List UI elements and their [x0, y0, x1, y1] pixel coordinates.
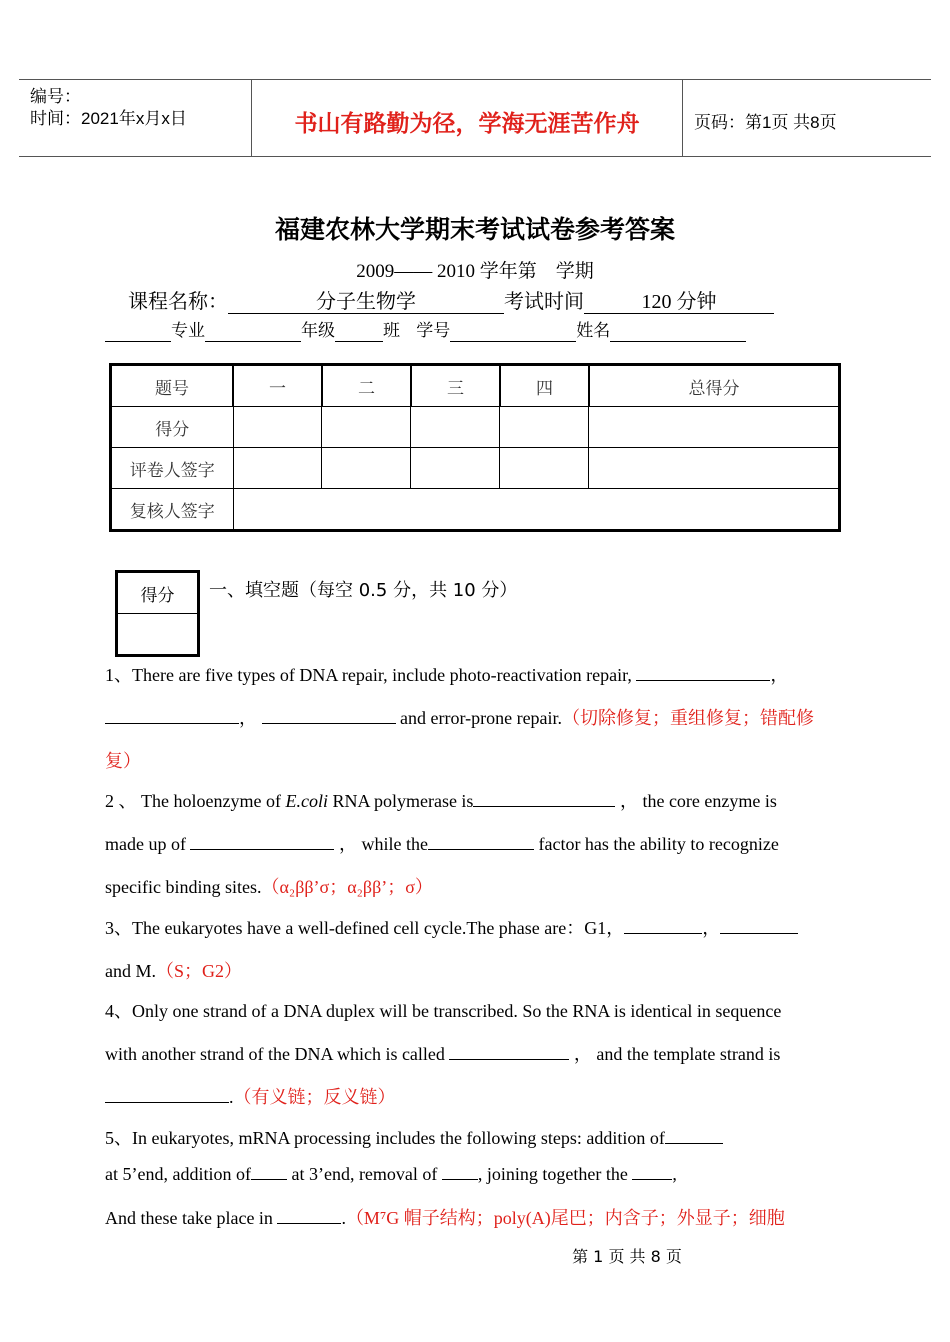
- q5-line3: [105, 1204, 846, 1230]
- score-cell[interactable]: [322, 407, 411, 448]
- q2-line2: [105, 830, 846, 856]
- score-table: [109, 363, 841, 532]
- q2-text: ， the core enzyme is: [619, 791, 777, 811]
- q2-text: 2 、 The holoenzyme of: [105, 791, 281, 811]
- section-score-label: 得分: [117, 572, 199, 614]
- class-label: 班: [383, 321, 400, 341]
- grader-row: [111, 448, 840, 489]
- score-cell[interactable]: [500, 448, 589, 489]
- reviewer-row: [111, 489, 840, 531]
- score-cell[interactable]: [233, 407, 322, 448]
- q2-blank-1[interactable]: [473, 791, 615, 807]
- score-header-cell: 题号: [111, 365, 234, 407]
- q4-line1: 4、Only one strand of a DNA duplex will be transcribed. So the RNA is identical in sequence: [105, 1001, 782, 1021]
- q3-blank-2[interactable]: [720, 918, 798, 934]
- q4-text: with another strand of the DNA which is called: [105, 1044, 445, 1064]
- q2-blank-2[interactable]: [190, 834, 334, 850]
- score-cell[interactable]: [233, 448, 322, 489]
- time-label: 时间：2021年x月x日: [30, 109, 187, 128]
- score-cell[interactable]: [411, 407, 500, 448]
- q3-sep: ，: [702, 918, 721, 938]
- q1-text: and error-prone repair.: [400, 708, 563, 728]
- score-cell[interactable]: [322, 448, 411, 489]
- section-heading: 一、填空题（每空 0.5 分，共 10 分）: [209, 580, 518, 601]
- q4-answer: （有义链；反义链）: [233, 1087, 396, 1107]
- q2-ecoli: E.coli: [285, 791, 328, 811]
- score-cell[interactable]: [411, 448, 500, 489]
- score-header-cell: 四: [500, 365, 589, 407]
- score-row: [111, 407, 840, 448]
- course-name: 分子生物学: [228, 291, 504, 314]
- q5-text: .: [341, 1208, 346, 1228]
- q5-blank-4[interactable]: [632, 1164, 672, 1180]
- q3-line2: [105, 957, 846, 983]
- q4-blank-1[interactable]: [449, 1044, 569, 1060]
- q1-answer: （切除修复；重组修复；错配修: [562, 708, 815, 728]
- name-label: 姓名: [576, 321, 611, 341]
- header-top-rule: [19, 79, 931, 80]
- course-label: 课程名称：: [128, 291, 228, 313]
- q5-line2: [105, 1164, 846, 1185]
- q5-answer: （M⁷G 帽子结构；poly(A)尾巴；内含子；外显子；细胞: [345, 1208, 785, 1228]
- header-bottom-rule: [19, 156, 931, 157]
- q1-sep: ，: [770, 665, 789, 685]
- major-blank[interactable]: [105, 322, 171, 342]
- grade-blank[interactable]: [205, 322, 301, 342]
- header-divider-2: [682, 79, 683, 157]
- q1-blank-1[interactable]: [636, 665, 770, 681]
- course-line: [128, 285, 774, 314]
- q2-answer: （α₂ββ’σ；α₂ββ’；σ）: [261, 877, 433, 897]
- major-label: 专业: [171, 321, 205, 341]
- q1-blank-3[interactable]: [262, 708, 396, 724]
- q5-text: at 5’end, addition of: [105, 1164, 251, 1184]
- q5-text: , joining together the: [477, 1164, 628, 1184]
- serial-label: 编号：: [30, 87, 81, 106]
- grade-label: 年级: [301, 321, 335, 341]
- q4-line3: [105, 1083, 846, 1109]
- q2-text: made up of: [105, 834, 186, 854]
- section-score-box: [115, 570, 200, 657]
- q1-sep: ，: [239, 708, 257, 728]
- q4-blank-2[interactable]: [105, 1087, 229, 1103]
- q3-line1: [105, 914, 846, 940]
- score-header-cell: 三: [411, 365, 500, 407]
- student-info-line: [105, 316, 746, 342]
- score-row-label: 复核人签字: [111, 489, 234, 531]
- q2-line3: [105, 873, 846, 899]
- q1-text: 1、There are five types of DNA repair, include photo-reactivation repair,: [105, 665, 632, 685]
- motto: 书山有路勤为径，学海无涯苦作舟: [294, 111, 640, 137]
- q4-text: ， and the template strand is: [573, 1044, 781, 1064]
- q3-text: 3、The eukaryotes have a well-defined cell cycle.The phase are：G1，: [105, 918, 625, 938]
- q5-blank-3[interactable]: [442, 1164, 478, 1180]
- score-cell[interactable]: [233, 489, 840, 531]
- score-row-label: 评卷人签字: [111, 448, 234, 489]
- q2-text: factor has the ability to recognize: [538, 834, 779, 854]
- score-header-cell: 二: [322, 365, 411, 407]
- score-cell[interactable]: [589, 407, 840, 448]
- q5-text: at 3’end, removal of: [291, 1164, 438, 1184]
- q5-blank-1[interactable]: [665, 1128, 723, 1144]
- q5-blank-5[interactable]: [277, 1208, 341, 1224]
- score-header-cell: 一: [233, 365, 322, 407]
- q5-blank-2[interactable]: [251, 1164, 287, 1180]
- score-header-cell: 总得分: [589, 365, 840, 407]
- q4-line2: [105, 1040, 846, 1066]
- q3-text: and M.: [105, 961, 156, 981]
- score-cell[interactable]: [589, 448, 840, 489]
- q4-text: .: [229, 1087, 234, 1107]
- q2-text: specific binding sites.: [105, 877, 262, 897]
- q2-text: ， while the: [338, 834, 428, 854]
- duration-value: 120 分钟: [584, 291, 774, 314]
- q3-blank-1[interactable]: [624, 918, 702, 934]
- exam-title: 福建农林大学期末考试试卷参考答案: [274, 215, 675, 244]
- class-blank[interactable]: [335, 322, 383, 342]
- q5-text: ,: [672, 1164, 677, 1184]
- duration-label: 考试时间: [504, 291, 584, 313]
- q5-text: And these take place in: [105, 1208, 273, 1228]
- student-id-blank[interactable]: [450, 322, 576, 342]
- q5-text: 5、In eukaryotes, mRNA processing includes the following steps: addition of: [105, 1128, 665, 1148]
- name-blank[interactable]: [610, 322, 746, 342]
- year-line: 2009—— 2010 学年第 学期: [356, 261, 594, 282]
- score-row-label: 得分: [111, 407, 234, 448]
- q2-blank-3[interactable]: [428, 834, 534, 850]
- q1-line2: [105, 704, 846, 730]
- q1-blank-2[interactable]: [105, 708, 239, 724]
- page-number: 第 1 页 共 8 页: [572, 1247, 682, 1266]
- score-cell[interactable]: [500, 407, 589, 448]
- section-score-cell[interactable]: [117, 614, 199, 656]
- student-id-label: 学号: [416, 321, 451, 341]
- score-table-header-row: [111, 365, 840, 407]
- q5-line1: [105, 1124, 846, 1150]
- q1-line1: [105, 661, 846, 687]
- q1-answer-cont: 复）: [105, 751, 141, 771]
- page-code: 页码：第1页 共8页: [694, 113, 837, 132]
- q2-text: RNA polymerase is: [332, 791, 474, 811]
- q2-line1: [105, 787, 846, 813]
- q3-answer: （S；G2）: [156, 961, 243, 981]
